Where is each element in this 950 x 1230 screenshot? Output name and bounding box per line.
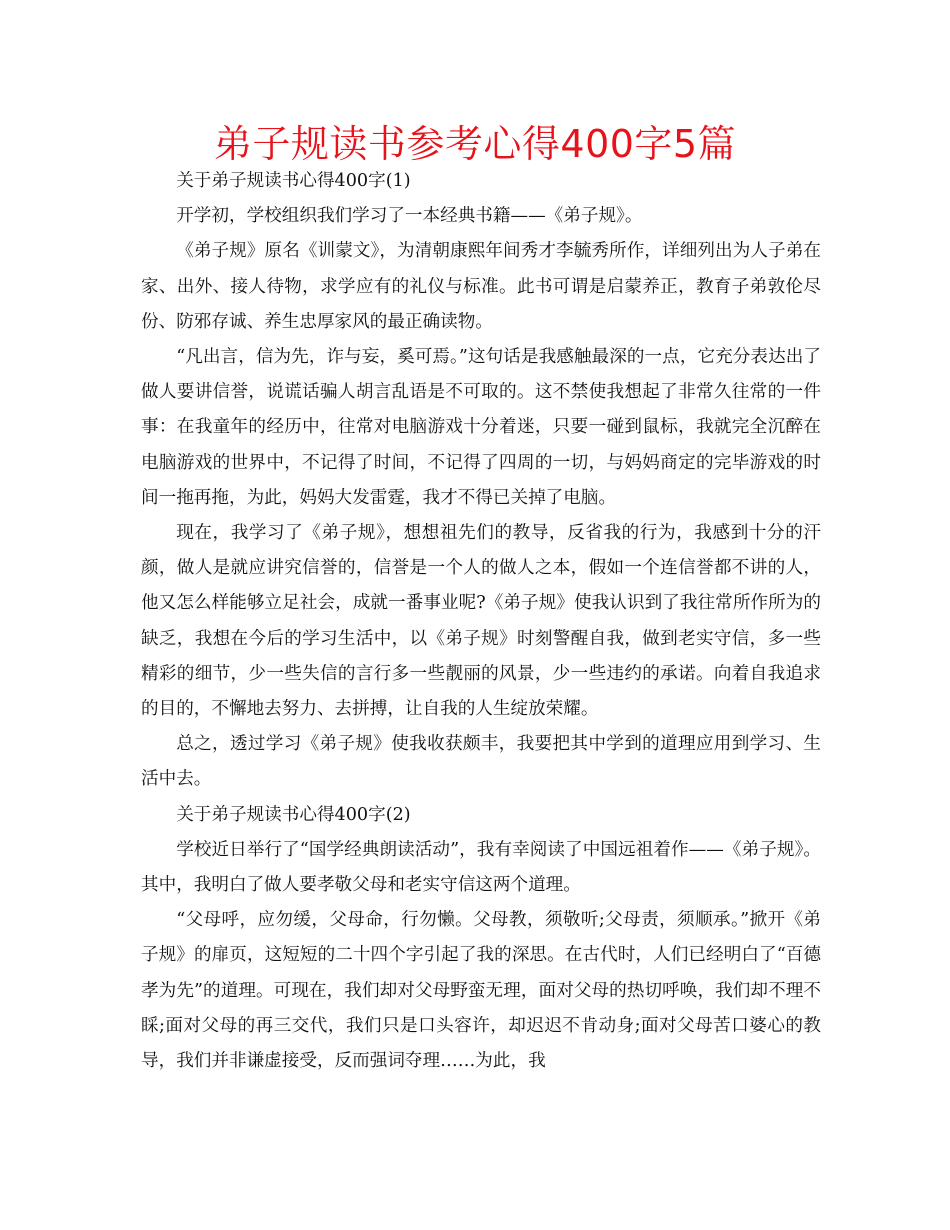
paragraph: 总之，透过学习《弟子规》使我收获颇丰，我要把其中学到的道理应用到学习、生活中去。 <box>141 734 821 790</box>
section-heading-2: 关于弟子规读书心得400字(2) <box>176 804 411 825</box>
paragraph: “凡出言，信为先，诈与妄，奚可焉。”这句话是我感触最深的一点，它充分表达出了做人要讲信誉，说谎话骗人胡言乱语是不可取的。这不禁使我想起了非常久往常的一件事：在我童年的经历中，往常对电脑游戏十分着迷，只要一碰到鼠标，我就完全沉醉在电脑游戏的世界中，不记得了时间，不记得了四周的一切，与妈妈商定的完毕游戏的时间一拖再拖，为此，妈妈大发雷霆，我才不得已关掉了电脑。 <box>141 347 821 508</box>
paragraph: 《弟子规》原名《训蒙文》，为清朝康熙年间秀才李毓秀所作，详细列出为人子弟在家、出外、接人待物，求学应有的礼仪与标准。此书可谓是启蒙养正，教育子弟敦伦尽份、防邪存诚、养生忠厚家风的最正确读物。 <box>141 241 821 332</box>
document-title: 弟子规读书参考心得400字5篇 <box>213 122 737 166</box>
document-body <box>141 164 821 1079</box>
paragraph: 开学初，学校组织我们学习了一本经典书籍——《弟子规》。 <box>176 206 643 227</box>
paragraph: 现在，我学习了《弟子规》，想想祖先们的教导，反省我的行为，我感到十分的汗颜，做人是就应讲究信誉的，信誉是一个人的做人之本，假如一个连信誉都不讲的人，他又怎么样能够立足社会，成就一番事业呢?《弟子规》使我认识到了我往常所作所为的缺乏，我想在今后的学习生活中，以《弟子规》时刻警醒自我，做到老实守信，多一些精彩的细节，少一些失信的言行多一些靓丽的风景，少一些违约的承诺。向着自我追求的目的，不懈地去努力、去拼搏，让自我的人生绽放荣耀。 <box>141 523 821 720</box>
paragraph: “父母呼，应勿缓，父母命，行勿懒。父母教，须敬听;父母责，须顺承。”掀开《弟子规》的扉页，这短短的二十四个字引起了我的深思。在古代时，人们已经明白了“百德孝为先”的道理。可现在，我们却对父母野蛮无理，面对父母的热切呼唤，我们却不理不睬;面对父母的再三交代，我们只是口头容许，却迟迟不肯动身;面对父母苦口婆心的教导，我们并非谦虚接受，反而强词夺理……为此，我 <box>141 910 821 1072</box>
section-heading-1: 关于弟子规读书心得400字(1) <box>176 171 411 191</box>
paragraph: 学校近日举行了“国学经典朗读活动”，我有幸阅读了中国远祖着作——《弟子规》。其中，我明白了做人要孝敬父母和老实守信这两个道理。 <box>141 839 821 896</box>
